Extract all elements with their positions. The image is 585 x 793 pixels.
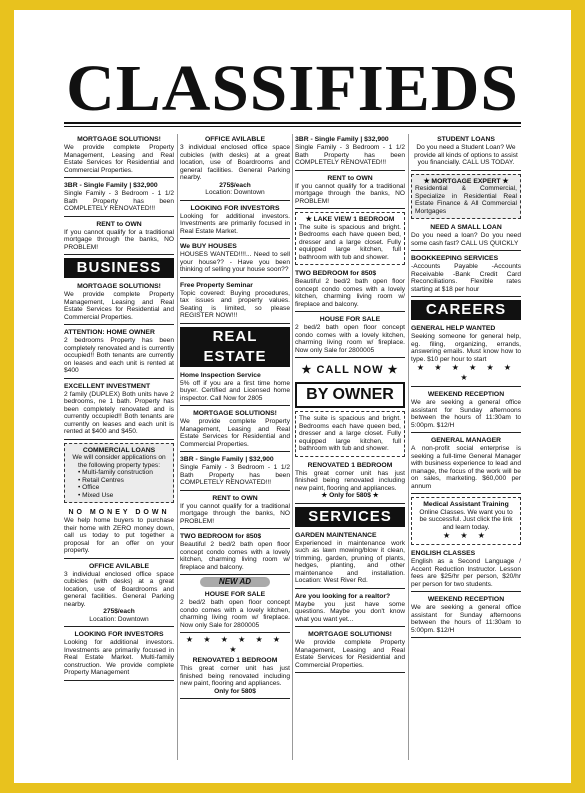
ad-body: Online Classes. We want you to be successful. Just click the link and learn today. (419, 508, 513, 531)
ad-title: ★ LAKE VIEW 1 BEDROOM (305, 216, 395, 223)
ad-mortgage-solutions (64, 281, 174, 325)
ad-price: 275$/each (103, 608, 135, 615)
ad-body: Looking for additional investors. Investments are primarily focused in Real Estate Market. Multi-family construction. We provide complete Property Management (64, 639, 174, 676)
ad-body: -Accounts Payable -Accounts Receivable -Bank Credit Card Reconciliations. Flexible rates starting at $18 per hour (411, 263, 521, 293)
ad-body: 2 bed/2 bath open floor concept condo comes with a lovely kitchen, charming living room w/ fireplace. Now only Sale for 2800005 (295, 324, 405, 354)
ad-title: OFFICE AVILABLE (204, 136, 266, 143)
ad-house-for-sale (180, 589, 290, 633)
ad-title: GENERAL MANAGER (430, 437, 502, 444)
ad-body: We are seeking a general office assistant for Sunday afternoons between the hours of 11:30am to 5:00pm. $12/H (411, 604, 521, 634)
masthead-rule-thin (64, 126, 521, 127)
ad-body: We will consider applications on the following property types: (72, 454, 166, 469)
ad-mortgage-expert (411, 174, 521, 220)
ad-by-owner (295, 411, 405, 457)
ad-body: Do you need a Student Loan? We provide all kinds of options to assist you financially. CALL US TODAY. (414, 144, 518, 166)
ad-title: TWO BEDROOM for 850$ (295, 270, 377, 277)
ad-mortgage-solutions (295, 629, 405, 673)
ad-body: 3 individual enclosed office space cubicles (with desks) at a great location, use of Boardrooms and general facilities. General Parking nearby. (64, 570, 174, 608)
ad-title: LOOKING FOR INVESTORS (190, 204, 280, 212)
ad-title: WEEKEND RECEPTION (427, 596, 505, 603)
column-2 (180, 134, 290, 764)
ad-looking-for-investors (180, 203, 290, 240)
ad-body: The suite is spacious and bright. Bedrooms each have queen bed, dresser and a large closet. Fully equipped large kitchen, full bathroom with tub and shower. (299, 415, 401, 452)
ad-mortgage-solutions (180, 408, 290, 452)
ad-looking-for-investors (64, 629, 174, 681)
column-3 (295, 134, 405, 764)
ad-price: ★ Only for 580$ ★ (321, 492, 379, 499)
ad-excellent-investment (64, 381, 174, 440)
ad-body: This great corner unit has just finished being renovated including new paint, flooring and appliances. (295, 469, 405, 492)
ad-attention-home-owner (64, 327, 174, 379)
ad-bookkeeping (411, 253, 521, 297)
ad-body: HOUSES WANTED!!!!... Need to sell your house?? - Have you been thinking of selling your house soon?? (180, 251, 290, 273)
ad-title: MORTGAGE SOLUTIONS! (77, 283, 161, 290)
ad-general-manager (411, 435, 521, 494)
ad-body: Maybe you just have some questions. Maybe you don't know what you want yet... (295, 600, 405, 623)
ad-body: 3 individual enclosed office space cubicles (with desks) at a great location, use of Boardrooms and general facilities. General Parking nearby. (180, 144, 290, 181)
masthead-title: CLASSIFIEDS (66, 52, 519, 125)
ad-weekend-reception (411, 389, 521, 433)
ad-body: Single Family - 3 Bedroom - 1 1/2 Bath Property has been COMPLETELY RENOVATED!!! (64, 190, 174, 212)
ad-body: English as a Second Language / Accent Reduction Instructor. Lesson fees are $25/hr per person, $20/hr per person for two students. (411, 558, 521, 588)
ad-two-bedroom (295, 268, 405, 312)
ad-title: Medical Assistant Training (423, 501, 509, 508)
ad-title: STUDENT LOANS (437, 136, 495, 143)
ad-no-money-down (64, 506, 174, 559)
call-now-label: ★ CALL NOW ★ (301, 364, 399, 376)
ad-body: 2 family (DUPLEX) Both units have 2 bedrooms, ne 1 bath. Property has been completely renovated and is currently occupied!! Both tenants are currently on leases and each unit is rented at $400 and $450. (64, 390, 174, 435)
ad-title: ★ MORTGAGE EXPERT ★ (423, 177, 509, 185)
ad-location: Location: Downtown (205, 189, 265, 196)
ad-title: RENT to OWN (327, 174, 373, 182)
ad-body: Single Family - 3 Bedroom - 1 1/2 Bath Property has been COMPLETELY RENOVATED!!! (180, 464, 290, 486)
ad-title: NEED A SMALL LOAN (430, 224, 502, 231)
ad-weekend-reception (411, 594, 521, 638)
ad-body: We provide complete Property Management, Leasing and Real Estate Services for Residential and Commercial Properties. (180, 418, 290, 448)
ad-body: A non-profit social enterprise is seeking a full-time General Manager with business experience to lead and manage, the focus of the work will be on sales, marketing. $60,000 per annum (411, 445, 521, 490)
ad-title: RENT to OWN (212, 494, 258, 502)
list-item: • Retail Centres (78, 476, 124, 484)
ad-body: Residential & Commercial, Specialize in Residential Real Estate Finance & All Commercial Mortgages (415, 185, 517, 215)
ad-title: OFFICE AVILABLE (88, 562, 150, 570)
ad-title: NO MONEY DOWN (68, 509, 170, 516)
section-banner-careers: CAREERS (411, 300, 521, 320)
ad-title: Are you looking for a realtor? (295, 592, 391, 600)
ad-title: EXCELLENT INVESTMENT (64, 382, 151, 390)
star-row: ★ ★ ★ ★ ★ ★ ★ (416, 363, 516, 382)
ad-lake-view (295, 212, 405, 265)
ad-title: HOUSE FOR SALE (319, 316, 381, 323)
ad-3br-single-family (64, 180, 174, 217)
ad-body: If you cannot qualify for a traditional mortgage through the banks, NO PROBLEM! (295, 182, 405, 205)
ad-body: Beautiful 2 bed/2 bath open floor concept condo comes with a lovely kitchen, charming living room w/ fireplace and balcony. (295, 278, 405, 308)
ad-body: This great corner unit has just finished being renovated including new paint, flooring and appliances. (180, 665, 290, 687)
ad-commercial-loans (64, 443, 174, 504)
ad-mortgage-solutions (64, 134, 174, 178)
ad-title: TWO BEDROOM for 850$ (180, 533, 262, 540)
ad-body: Experienced in maintenance work such as lawn mowing/blow it clean, trimming, garden, pruning of plants, hedges, planting, and other maintenance and installation. Location: West River Rd. (295, 539, 405, 584)
ad-rent-to-own (295, 173, 405, 210)
ad-title: We BUY HOUSES (180, 243, 237, 250)
ad-office-available (180, 134, 290, 201)
ad-student-loans (411, 134, 521, 171)
ad-renovated-1-bedroom (180, 655, 290, 699)
ad-home-inspection (180, 370, 290, 407)
ad-free-property-seminar (180, 280, 290, 324)
ad-title: Home Inspection Service (180, 371, 261, 379)
ad-title: HOUSE FOR SALE (204, 591, 266, 598)
ad-body: 2 bedrooms Property has been completely renovated and is currently occupied!! Both tenants are currently on leases and each unit is rented at $400 (64, 337, 174, 374)
list-item: • Office (78, 484, 100, 491)
ad-body: We provide complete Property Management, Leasing and Real Estate Services for Residential and Commercial Properties. (64, 144, 174, 174)
ad-small-loan (411, 222, 521, 251)
ad-body: Seeking someone for general help, eg. filing, organizing, errands, answering emails. Must know how to type. $10 per hour to start (411, 333, 521, 363)
ad-rent-to-own (180, 493, 290, 530)
ad-body: Do you need a loan? Do you need some cash fast? CALL US QUICKLY (411, 232, 521, 247)
ad-price: 275$/each (219, 181, 251, 189)
ad-body: Looking for additional investors. Investments are primarily focused in Real Estate Market. (180, 212, 290, 235)
ad-body: We are seeking a general office assistant for Sunday afternoons between the hours of 11:30am to 5:00pm. $12/H (411, 399, 521, 429)
ad-rent-to-own (64, 219, 174, 256)
ad-location: Location: Downtown (89, 615, 149, 623)
ad-medical-assistant (411, 497, 521, 545)
ad-title: RENOVATED 1 BEDROOM (307, 461, 393, 469)
ad-body: Single Family - 3 Bedroom - 1 1/2 Bath Property has been COMPLETELY RENOVATED!!! (295, 144, 405, 166)
column-4 (411, 134, 521, 764)
section-banner-services: SERVICES (295, 507, 405, 527)
masthead-rule (64, 122, 521, 124)
ad-general-help (411, 323, 521, 387)
ad-title: Free Property Seminar (180, 281, 253, 289)
ad-body: If you cannot qualify for a traditional mortgage through the banks, NO PROBLEM! (180, 502, 290, 525)
ad-title: BOOKKEEPING SERVICES (411, 255, 499, 262)
ad-realtor (295, 591, 405, 628)
ad-title: MORTGAGE SOLUTIONS! (308, 631, 392, 638)
ad-body: If you cannot qualify for a traditional mortgage through the banks, NO PROBLEM! (64, 228, 174, 251)
ad-title: COMMERCIAL LOANS (82, 446, 156, 454)
list-item: • Mixed Use (78, 491, 114, 499)
ad-title: ATTENTION: HOME OWNER (64, 329, 155, 336)
ad-title: 3BR - Single Family | $32,900 (180, 456, 274, 463)
ad-body: Beautiful 2 bed/2 bath open floor concept condo comes with a lovely kitchen, charming living room w/ fireplace and balcony. (180, 541, 290, 571)
new-ad-badge: NEW AD (200, 577, 270, 587)
section-banner-by-owner: BY OWNER (295, 382, 405, 408)
column-divider (177, 134, 178, 760)
ad-english-classes (411, 548, 521, 592)
ad-3br-single-family (180, 454, 290, 491)
property-type-list (68, 469, 170, 499)
ad-body: We help home buyers to purchase their home with ZERO money down, call us today to put together a proposal for an offer on your property. (64, 517, 174, 554)
ad-body: 2 bed/2 bath open floor concept condo comes with a lovely kitchen, charming living room w/ fireplace. Now only Sale for 2800005 (180, 599, 290, 629)
ad-office-available (64, 561, 174, 628)
section-banner-business: BUSINESS (64, 258, 174, 278)
ad-title: MORTGAGE SOLUTIONS! (193, 410, 277, 417)
ad-title: RENOVATED 1 BEDROOM (192, 657, 278, 664)
ad-title: ENGLISH CLASSES (411, 550, 476, 557)
list-item: • Multi-family construction (78, 469, 153, 476)
ad-3br-single-family (295, 134, 405, 171)
ad-title: 3BR - Single Family | $32,900 (64, 182, 158, 189)
star-row: ★ ★ ★ (443, 531, 489, 540)
column-divider (292, 134, 293, 760)
ad-title: WEEKEND RECEPTION (427, 391, 505, 398)
ad-body: We provide complete Property Management, Leasing and Real Estate Services for Residential and Commercial Properties. (295, 639, 405, 669)
ad-we-buy-houses (180, 241, 290, 278)
ad-title: MORTGAGE SOLUTIONS! (77, 136, 161, 143)
ad-title: 3BR - Single Family | $32,900 (295, 136, 389, 143)
ad-renovated-1-bedroom (295, 460, 405, 504)
ad-body: 5% off if you are a first time home buyer. Certified and Licensed home inspector. Call Now for 2805 (180, 379, 290, 402)
column-divider (408, 134, 409, 760)
ad-body: Topic covered: Buying procedures, tax issues and property values. Seating is limited, so please REGISTER NOW!!! (180, 289, 290, 319)
ad-two-bedroom (180, 531, 290, 575)
ad-body: The suite is spacious and bright. Bedrooms each have queen bed, dresser and a large closet. Fully equipped large kitchen, full bathroom with tub and shower. (299, 223, 401, 261)
section-banner-real-estate: REAL ESTATE (180, 327, 290, 367)
column-1 (64, 134, 174, 764)
ad-title: LOOKING FOR INVESTORS (74, 631, 164, 638)
ad-garden-maintenance (295, 530, 405, 589)
ad-house-for-sale (295, 314, 405, 358)
ad-title: GARDEN MAINTENANCE (295, 531, 377, 539)
ad-body: We provide complete Property Management, Leasing and Real Estate Services for Residential and Commercial Properties. (64, 291, 174, 321)
ad-price: Only for 580$ (214, 687, 256, 695)
star-row: ★ ★ ★ ★ ★ ★ ★ (185, 635, 285, 654)
ad-title: RENT to OWN (96, 220, 142, 228)
ad-title: GENERAL HELP WANTED (411, 325, 496, 332)
classifieds-page (14, 10, 571, 783)
